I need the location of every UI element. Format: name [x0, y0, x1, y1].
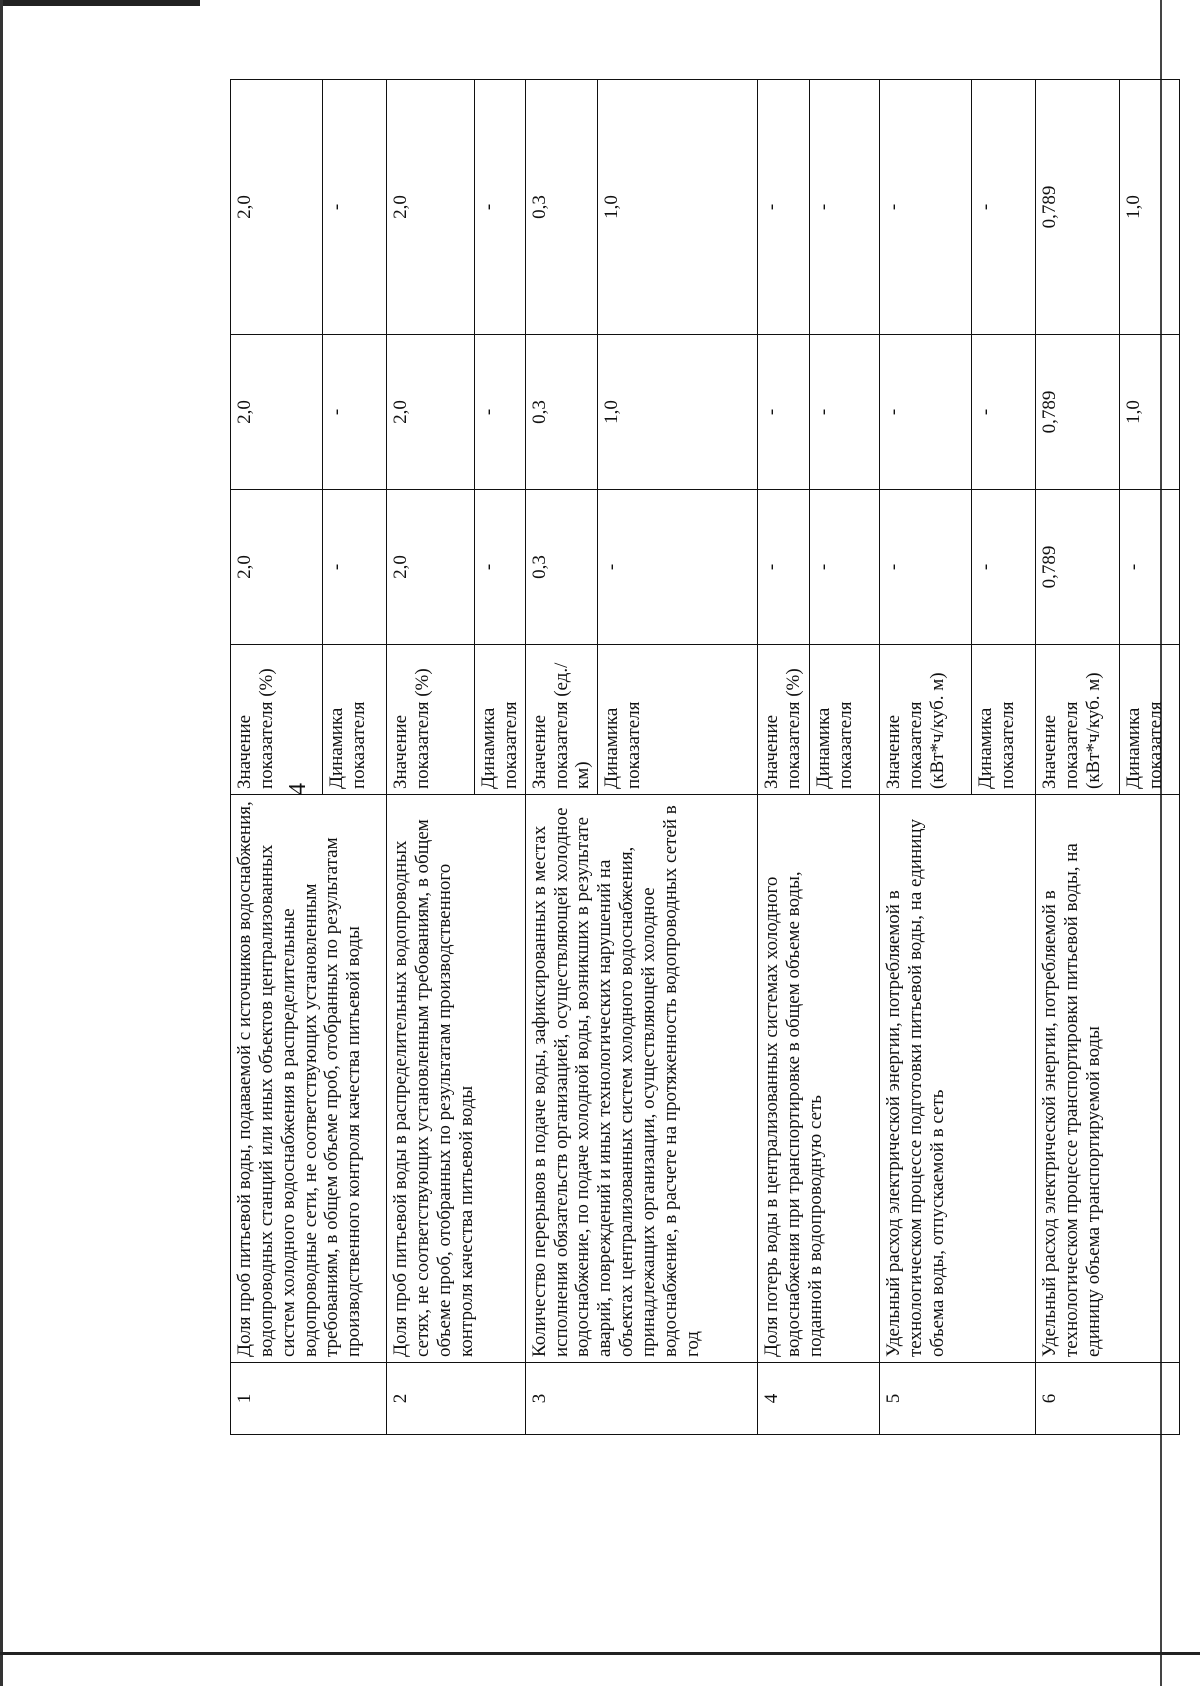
indicator-label: Динамика показателя — [972, 645, 1036, 795]
indicator-value: - — [598, 490, 758, 645]
indicator-value: 2,0 — [387, 80, 475, 335]
row-number: 4 — [758, 1363, 880, 1435]
table-row — [231, 80, 323, 1435]
indicator-value: - — [475, 490, 526, 645]
scan-edge-bottom — [0, 1652, 1200, 1655]
indicator-value: - — [475, 335, 526, 490]
indicator-value: 0,789 — [1036, 490, 1120, 645]
indicator-label: Динамика показателя — [598, 645, 758, 795]
indicator-value: - — [810, 80, 880, 335]
indicator-value: 2,0 — [387, 490, 475, 645]
table-row — [758, 80, 810, 1435]
rotated-page — [230, 80, 1167, 1435]
indicator-value: 0,3 — [525, 80, 598, 335]
row-number: 1 — [231, 1363, 387, 1435]
indicator-value: 2,0 — [231, 490, 323, 645]
indicator-value: 2,0 — [231, 80, 323, 335]
indicator-value: - — [323, 80, 387, 335]
indicator-description: Доля потерь воды в централизованных системах холодного водоснабжения при транспортировке в общем объеме воды, поданной в водопроводную сеть — [758, 795, 880, 1363]
scan-edge-top — [0, 0, 200, 6]
indicator-label: Динамика показателя — [1120, 645, 1180, 795]
indicator-label: Значение показателя (кВт*ч/куб. м) — [880, 645, 972, 795]
indicator-label: Значение показателя (%) — [758, 645, 810, 795]
indicator-value: - — [972, 335, 1036, 490]
indicator-label: Динамика показателя — [323, 645, 387, 795]
indicator-value: - — [323, 490, 387, 645]
indicator-value: - — [810, 335, 880, 490]
indicator-description: Удельный расход электрической энергии, потребляемой в технологическом процессе транспортировки питьевой воды, на единицу объема транспортируемой воды — [1036, 795, 1180, 1363]
indicator-value: 1,0 — [598, 335, 758, 490]
indicator-label: Значение показателя (%) — [231, 645, 323, 795]
indicator-value: 0,3 — [525, 335, 598, 490]
table-row — [1036, 80, 1120, 1435]
indicator-label: Значение показателя (кВт*ч/куб. м) — [1036, 645, 1120, 795]
indicator-value: - — [1120, 490, 1180, 645]
indicators-table — [230, 79, 1180, 1435]
indicator-value: - — [880, 335, 972, 490]
indicator-label: Значение показателя (%) — [387, 645, 475, 795]
indicator-label: Значение показателя (ед./км) — [525, 645, 598, 795]
indicator-value: 0,789 — [1036, 335, 1120, 490]
indicator-value: 2,0 — [231, 335, 323, 490]
row-number: 3 — [525, 1363, 758, 1435]
indicator-value: 2,0 — [387, 335, 475, 490]
indicator-value: - — [810, 490, 880, 645]
row-number: 2 — [387, 1363, 526, 1435]
indicator-value: 1,0 — [598, 80, 758, 335]
indicator-value: - — [972, 80, 1036, 335]
indicator-value: - — [880, 80, 972, 335]
scan-edge-left — [0, 0, 3, 1686]
indicator-value: - — [880, 490, 972, 645]
indicator-value: - — [475, 80, 526, 335]
indicator-value: - — [323, 335, 387, 490]
indicator-value: - — [972, 490, 1036, 645]
indicator-value: - — [758, 490, 810, 645]
indicator-value: 1,0 — [1120, 80, 1180, 335]
indicator-label: Динамика показателя — [475, 645, 526, 795]
indicator-description: Количество перерывов в подаче воды, зафиксированных в местах исполнения обязательств организацией, осуществляющей холодное водоснабжение, по подаче холодной воды, возникших в результате аварий, повреждений и иных технологических нарушений на объектах централизованных систем холодного водоснабжения, принадлежащих организации, осуществляющей холодное водоснабжение, в расчете на протяженность водопроводных сетей в год — [525, 795, 758, 1363]
indicator-value: - — [758, 335, 810, 490]
table-row — [525, 80, 598, 1435]
indicator-description: Удельный расход электрической энергии, потребляемой в технологическом процессе подготовки питьевой воды, на единицу объема воды, отпускаемой в сеть — [880, 795, 1036, 1363]
indicator-value: 0,3 — [525, 490, 598, 645]
indicator-value: 0,789 — [1036, 80, 1120, 335]
indicator-description: Доля проб питьевой воды, подаваемой с источников водоснабжения, водопроводных станций или иных объектов централизованных систем холодного водоснабжения в распределительные водопроводные сети, не соответствующих установленным требованиям, в общем объеме проб, отобранных по результатам производственного контроля качества питьевой воды — [231, 795, 387, 1363]
indicator-value: 1,0 — [1120, 335, 1180, 490]
indicator-description: Доля проб питьевой воды в распределительных водопроводных сетях, не соответствующих установленным требованиям, в общем объеме проб, отобранных по результатам производственного контроля качества питьевой воды — [387, 795, 526, 1363]
table-row — [387, 80, 475, 1435]
indicator-value: - — [758, 80, 810, 335]
page-number: 4 — [285, 783, 311, 795]
row-number: 5 — [880, 1363, 1036, 1435]
table-row — [880, 80, 972, 1435]
row-number: 6 — [1036, 1363, 1180, 1435]
indicator-label: Динамика показателя — [810, 645, 880, 795]
